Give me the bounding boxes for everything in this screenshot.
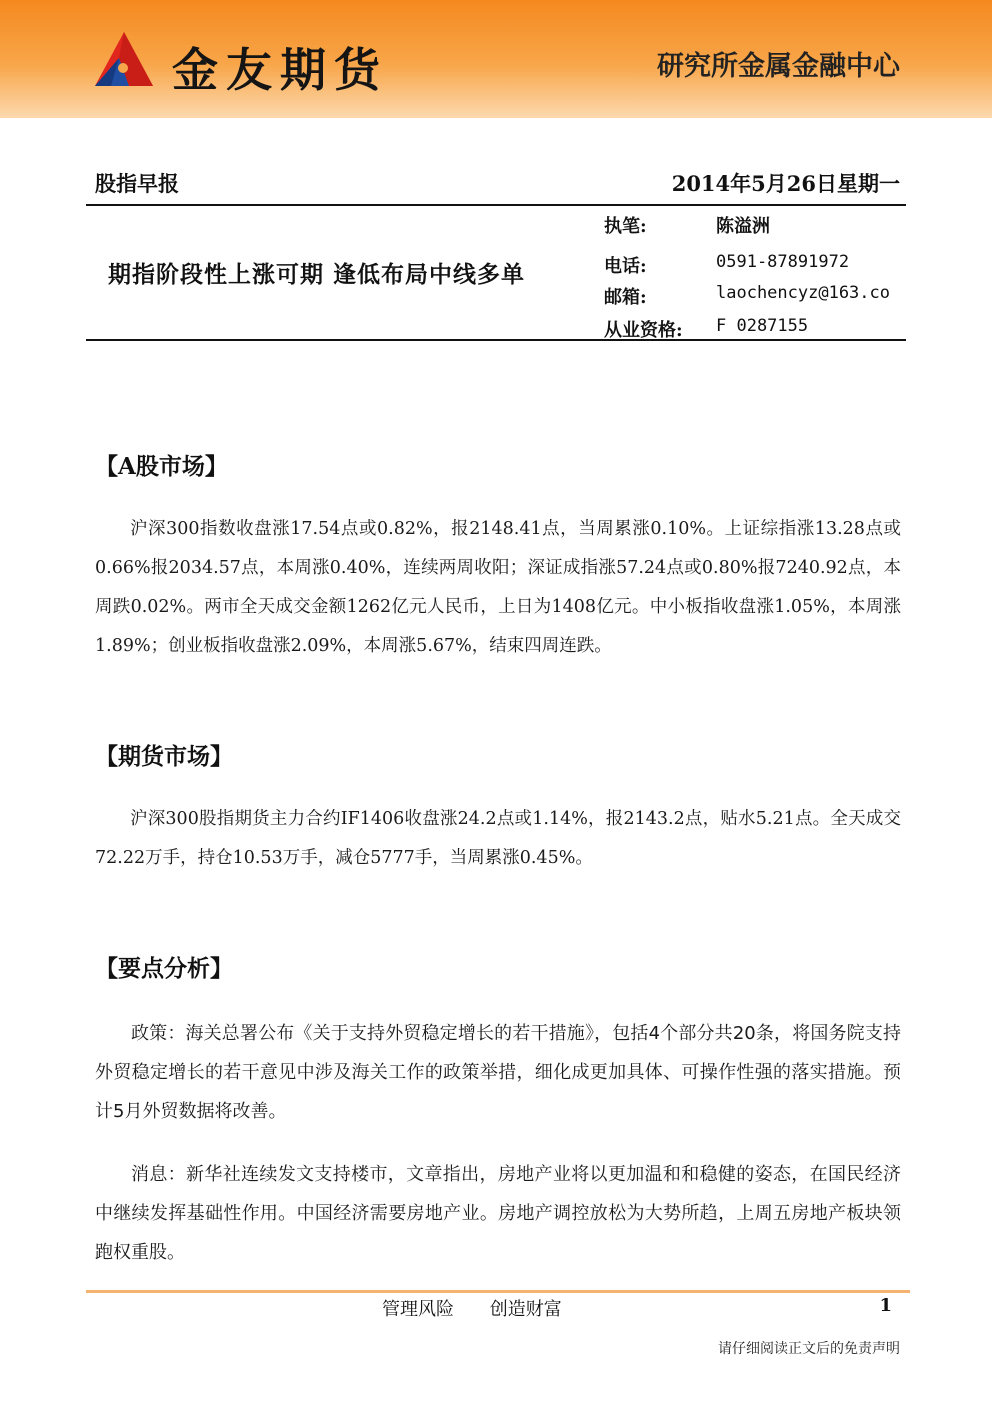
section-title-a-share: 【A股市场】: [95, 453, 228, 480]
footer-motto: 管理风险 创造财富: [382, 1299, 562, 1320]
footer-disclaimer: 请仔细阅读正文后的免责声明: [718, 1341, 900, 1357]
analysis-news-paragraph: 消息：新华社连续发文支持楼市，文章指出，房地产业将以更加温和和稳健的姿态，在国民经济中继续发挥基础性作用。中国经济需要房地产业。房地产调控放松为大势所趋，上周五房地产板块领跑权重股。: [95, 1164, 901, 1263]
department-name: 研究所金属金融中心: [657, 51, 900, 82]
page-number: 1: [879, 1295, 892, 1316]
a-share-paragraph: 沪深300指数收盘涨17.54点或0.82%，报2148.41点，当周累涨0.10%。上证综指涨13.28点或0.66%报2034.57点，本周涨0.40%，连续两周收阳；深证成指涨57.24点或0.80%报7240.92点，本周跌0.02%。两市全天成交金额1262亿元人民币，上日为1408亿元。中小板指收盘涨1.05%，本周涨1.89%；创业板指收盘涨2.09%，本周涨5.67%，结束四周连跌。: [95, 519, 901, 656]
company-logo-icon: [93, 30, 155, 88]
analysis-policy-paragraph: 政策：海关总署公布《关于支持外贸稳定增长的若干措施》，包括4个部分共20条，将国务院支持外贸稳定增长的若干意见中涉及海关工作的政策举措，细化成更加具体、可操作性强的落实措施。预计5月外贸数据将改善。: [95, 1023, 901, 1122]
header-banner: [0, 0, 992, 118]
email-value: laochencyz@163.co: [716, 283, 890, 303]
report-date: 2014年5月26日星期一: [671, 171, 900, 196]
phone-value: 0591-87891972: [716, 252, 850, 272]
futures-paragraph: 沪深300股指期货主力合约IF1406收盘涨24.2点或1.14%，报2143.2点，贴水5.21点。全天成交72.22万手，持仓10.53万手，减仓5777手，当周累涨0.45%。: [95, 809, 901, 868]
footer-rule: [86, 1290, 910, 1293]
report-headline: 期指阶段性上涨可期 逢低布局中线多单: [108, 261, 526, 288]
brand-name: 金友期货: [172, 43, 388, 97]
section-title-analysis: 【要点分析】: [95, 955, 233, 982]
header-rule-top: [86, 204, 906, 206]
license-label: 从业资格:: [604, 320, 683, 341]
phone-label: 电话:: [604, 256, 647, 277]
author-label: 执笔:: [604, 216, 647, 237]
report-type: 股指早报: [95, 171, 179, 196]
license-value: F 0287155: [716, 316, 809, 336]
header-rule-bottom: [86, 339, 906, 341]
author-name: 陈溢洲: [716, 216, 770, 237]
email-label: 邮箱:: [604, 287, 647, 308]
section-title-futures: 【期货市场】: [95, 743, 233, 770]
